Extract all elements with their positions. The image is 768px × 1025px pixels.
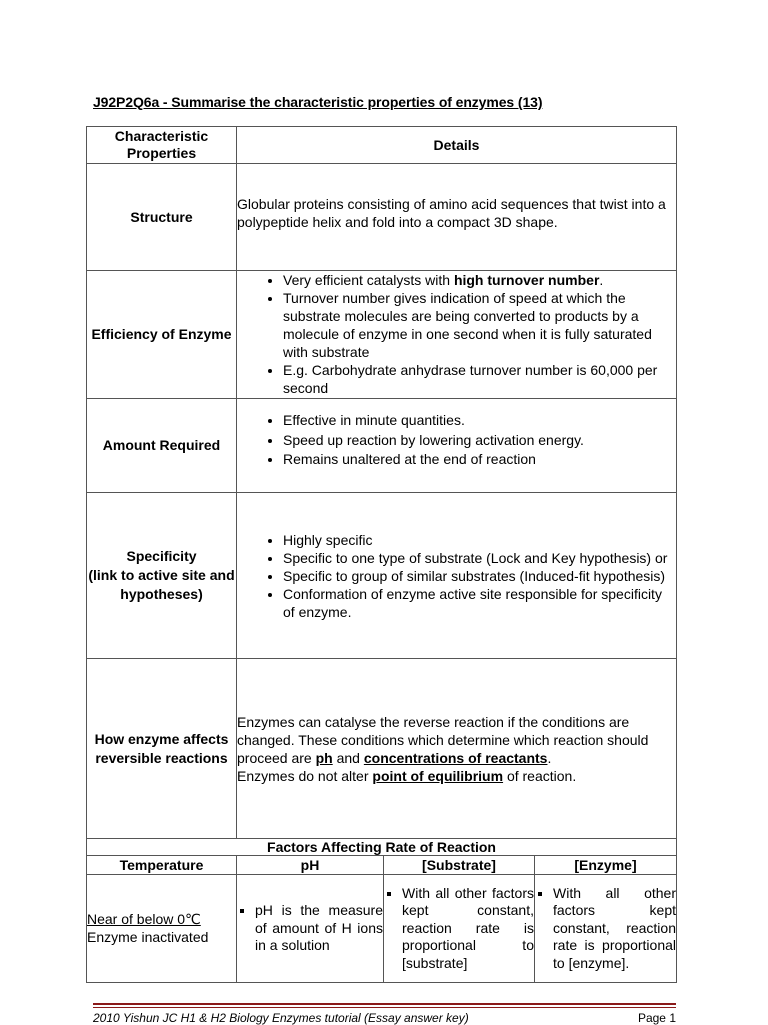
- list-item: • Conformation of enzyme active site responsible for specificity of enzyme.: [283, 585, 676, 621]
- table-row: [87, 875, 677, 983]
- list-item: • Speed up reaction by lowering activation energy.: [283, 431, 676, 451]
- list-item: ▪ With all other factors kept constant, reaction rate is proportional to [enzyme].: [553, 885, 676, 973]
- amount-label: Amount Required: [87, 399, 237, 493]
- substrate-cell: [384, 875, 535, 983]
- table-row: [87, 856, 677, 875]
- structure-details: [237, 164, 677, 271]
- footer-text: 2010 Yishun JC H1 & H2 Biology Enzymes tutorial (Essay answer key): [93, 1011, 469, 1025]
- table-row: [87, 271, 677, 399]
- amount-details: [237, 399, 677, 493]
- factors-title: Factors Affecting Rate of Reaction: [87, 839, 677, 856]
- structure-label: Structure: [87, 164, 237, 271]
- list-item: • Specific to group of similar substrates (Induced-fit hypothesis): [283, 567, 676, 585]
- list-item: • Very efficient catalysts with high turnover number.: [283, 271, 676, 289]
- reversible-label: How enzyme affects reversible reactions: [87, 659, 237, 839]
- header-properties: Characteristic Properties: [87, 127, 237, 164]
- properties-table: [86, 126, 677, 983]
- table-row: [87, 659, 677, 839]
- enzyme-cell: [535, 875, 677, 983]
- page-number: Page 1: [637, 1011, 676, 1025]
- factor-header-ph: pH: [237, 856, 384, 875]
- list-item: • Specific to one type of substrate (Lock and Key hypothesis) or: [283, 549, 676, 567]
- table-row: [87, 839, 677, 856]
- list-item: • E.g. Carbohydrate anhydrase turnover number is 60,000 per second: [283, 361, 676, 397]
- factor-header-temperature: Temperature: [87, 856, 237, 875]
- factor-header-substrate: [Substrate]: [384, 856, 535, 875]
- table-header-row: [87, 127, 677, 164]
- specificity-label: Specificity (link to active site and hypotheses): [87, 493, 237, 659]
- footer-divider-thin: [93, 1007, 676, 1008]
- reversible-details: Enzymes can catalyse the reverse reaction if the conditions are changed. These conditions which determine which reaction should proceed are ph and concentrations of reactants. Enzymes do not alter point of equilibrium of reaction.: [237, 659, 677, 839]
- list-item: ▪ With all other factors kept constant, reaction rate is proportional to [substrate]: [402, 885, 534, 973]
- structure-text: Globular proteins consisting of amino acid sequences that twist into a polypeptide helix and fold into a compact 3D shape.: [237, 196, 666, 230]
- ph-cell: [237, 875, 384, 983]
- table-row: [87, 399, 677, 493]
- efficiency-label: Efficiency of Enzyme: [87, 271, 237, 399]
- list-item: • Highly specific: [283, 531, 676, 549]
- list-item: ▪ pH is the measure of amount of H ions in a solution: [255, 902, 383, 955]
- temperature-cell: Near of below 0℃ Enzyme inactivated: [87, 875, 237, 983]
- table-row: [87, 493, 677, 659]
- list-item: • Turnover number gives indication of speed at which the substrate molecules are being converted to products by a molecule of enzyme in one second when it is fully saturated with substrate: [283, 289, 676, 361]
- table-row: [87, 164, 677, 271]
- factor-header-enzyme: [Enzyme]: [535, 856, 677, 875]
- list-item: • Effective in minute quantities.: [283, 411, 676, 431]
- footer-divider: [93, 1003, 676, 1005]
- page-title: J92P2Q6a - Summarise the characteristic properties of enzymes (13): [93, 94, 543, 110]
- header-details: Details: [237, 127, 677, 164]
- efficiency-details: [237, 271, 677, 399]
- list-item: • Remains unaltered at the end of reaction: [283, 450, 676, 470]
- specificity-details: [237, 493, 677, 659]
